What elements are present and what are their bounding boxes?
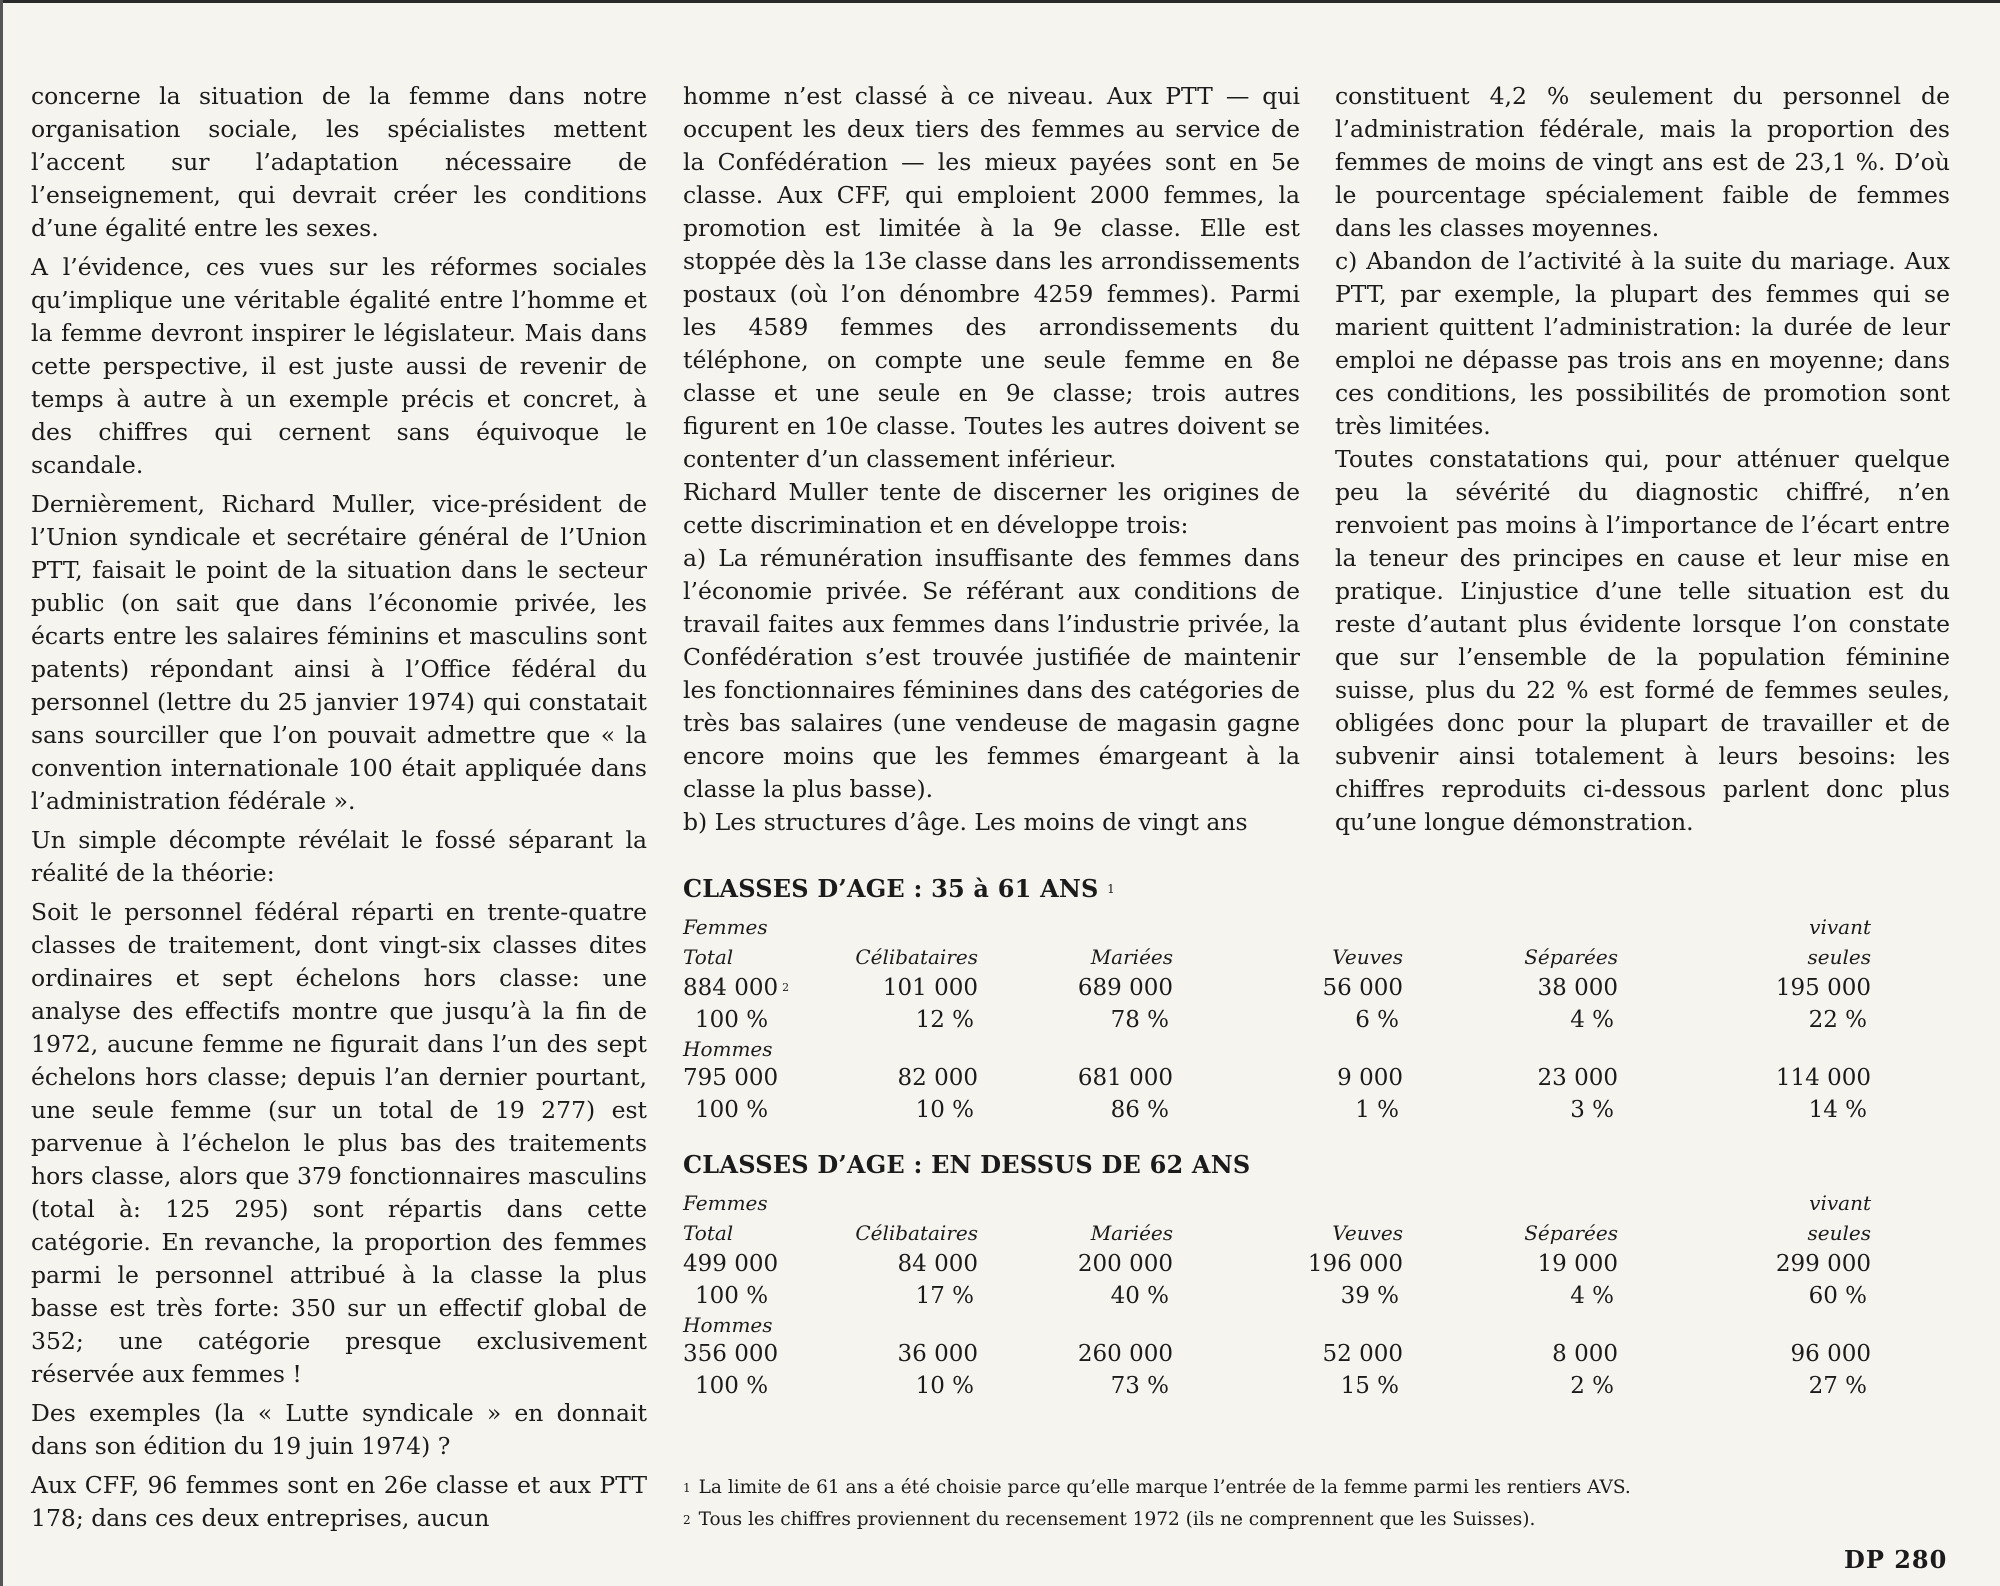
column-header-separees: Séparées <box>1524 1221 1618 1245</box>
footnote-mark: 2 <box>683 1513 691 1527</box>
column-header-vivant: vivant <box>1809 1191 1871 1215</box>
table-cell: 8 000 <box>1552 1341 1618 1367</box>
column-header-celibataires: Célibataires <box>855 1221 978 1245</box>
footnotes <box>683 1472 1951 1536</box>
table-cell: 795 000 <box>683 1065 779 1091</box>
table-cell: 78 % <box>1110 1007 1169 1033</box>
table-cell: 681 000 <box>1077 1065 1173 1091</box>
table-cell: 96 000 <box>1790 1341 1871 1367</box>
table-cell: 10 % <box>915 1097 974 1123</box>
table-cell: 100 % <box>695 1007 769 1033</box>
footnote-mark: 1 <box>1107 882 1115 896</box>
table-cell: 17 % <box>915 1283 974 1309</box>
table-1-title: CLASSES D’AGE : 35 à 61 ANS $^1$ <box>683 874 1115 903</box>
table-cell: 101 000 <box>882 975 978 1001</box>
table-cell: 100 % <box>695 1097 769 1123</box>
table-cell: 299 000 <box>1775 1251 1871 1277</box>
group-label-men: Hommes <box>683 1313 773 1337</box>
paragraph: c) Abandon de l’activité à la suite du mariage. Aux PTT, par exemple, la plupart des femmes qui se marient quittent l’administration: la durée de leur emploi ne dépasse pas trois ans en moyenne; dans ces conditions, les possibilités de promotion sont très limitées. <box>1335 247 1950 440</box>
table-cell: 6 % <box>1355 1007 1399 1033</box>
footnote-1: $^1$ La limite de 61 ans a été choisie parce qu’elle marque l’entrée de la femme parmi les rentiers AVS. <box>683 1477 1631 1498</box>
column-header-seules: seules <box>1807 945 1871 969</box>
group-label-men: Hommes <box>683 1037 773 1061</box>
footnote-2: $^2$ Tous les chiffres proviennent du recensement 1972 (ils ne comprennent que les Suisses). <box>683 1509 1536 1530</box>
top-rule <box>0 0 2000 3</box>
table-cell: 40 % <box>1110 1283 1169 1309</box>
paragraph: b) Les structures d’âge. Les moins de vingt ans <box>683 808 1248 836</box>
paragraph: Des exemples (la « Lutte syndicale » en donnait dans son édition du 19 juin 1974) ? <box>31 1399 647 1460</box>
column-header-seules: seules <box>1807 1221 1871 1245</box>
paragraph: Un simple décompte révélait le fossé séparant la réalité de la théorie: <box>31 826 647 887</box>
table-cell: 356 000 <box>683 1341 779 1367</box>
table-cell: 84 000 <box>897 1251 978 1277</box>
table-cell: 27 % <box>1808 1373 1867 1399</box>
table-cell: 195 000 <box>1775 975 1871 1001</box>
table-cell: 100 % <box>695 1283 769 1309</box>
table-cell: 2 % <box>1570 1373 1614 1399</box>
text-column-2 <box>683 80 1300 839</box>
table-cell: 196 000 <box>1307 1251 1403 1277</box>
table-cell: 10 % <box>915 1373 974 1399</box>
column-header-mariees: Mariées <box>1090 945 1173 969</box>
table-cell: 60 % <box>1808 1283 1867 1309</box>
text-column-3 <box>1335 80 1950 839</box>
table-cell: 19 000 <box>1537 1251 1618 1277</box>
table-cell: 39 % <box>1340 1283 1399 1309</box>
table-cell: 38 000 <box>1537 975 1618 1001</box>
column-header-total: Total <box>683 945 734 969</box>
footnote-mark: 1 <box>683 1481 691 1495</box>
table-cell: 1 % <box>1355 1097 1399 1123</box>
table-cell: 15 % <box>1340 1373 1399 1399</box>
group-label-women: Femmes <box>683 1191 768 1215</box>
paragraph: Richard Muller tente de discerner les origines de cette discrimination et en développe trois: <box>683 478 1300 539</box>
page-number: DP 280 <box>1844 1545 1948 1574</box>
group-label-women: Femmes <box>683 915 768 939</box>
table-cell: 56 000 <box>1322 975 1403 1001</box>
table-cell: 884 000 $^2$ <box>683 975 790 1001</box>
table-cell: 9 000 <box>1337 1065 1403 1091</box>
column-header-celibataires: Célibataires <box>855 945 978 969</box>
table-cell: 260 000 <box>1077 1341 1173 1367</box>
left-margin-rule <box>0 0 3 1586</box>
paragraph: constituent 4,2 % seulement du personnel de l’administration fédérale, mais la proportion des femmes de moins de vingt ans est de 23,1 %. D’où le pourcentage spécialement faible de femmes dans les classes moyennes. <box>1335 82 1950 242</box>
table-cell: 22 % <box>1808 1007 1867 1033</box>
table-cell: 499 000 <box>683 1251 779 1277</box>
table-2 <box>683 1188 1951 1402</box>
table-cell: 36 000 <box>897 1341 978 1367</box>
table-cell: 689 000 <box>1077 975 1173 1001</box>
paragraph: Aux CFF, 96 femmes sont en 26e classe et aux PTT 178; dans ces deux entreprises, aucun <box>31 1471 647 1532</box>
table-cell: 4 % <box>1570 1283 1614 1309</box>
table-cell: 82 000 <box>897 1065 978 1091</box>
table-cell: 52 000 <box>1322 1341 1403 1367</box>
footnote-mark: 2 <box>782 981 790 994</box>
table-cell: 114 000 <box>1775 1065 1871 1091</box>
statistics-section <box>683 872 1951 1424</box>
table-cell: 86 % <box>1110 1097 1169 1123</box>
text-column-1 <box>31 80 647 1541</box>
column-header-total: Total <box>683 1221 734 1245</box>
column-header-separees: Séparées <box>1524 945 1618 969</box>
table-cell: 200 000 <box>1077 1251 1173 1277</box>
paragraph: Toutes constatations qui, pour atténuer quelque peu la sévérité du diagnostic chiffré, n’en renvoient pas moins à l’importance de l’écart entre la teneur des principes en cause et leur mise en pratique. L’injustice d’une telle situation est du reste d’autant plus évidente lorsque l’on constate que sur l’ensemble de la population féminine suisse, plus du 22 % est formé de femmes seules, obligées donc pour la plupart de travailler et de subvenir ainsi totalement à leurs besoins: les chiffres reproduits ci-dessous parlent donc plus qu’une longue démonstration. <box>1335 445 1950 836</box>
table-cell: 23 000 <box>1537 1065 1618 1091</box>
column-header-mariees: Mariées <box>1090 1221 1173 1245</box>
table-cell: 4 % <box>1570 1007 1614 1033</box>
column-header-veuves: Veuves <box>1332 945 1403 969</box>
table-2-title: CLASSES D’AGE : EN DESSUS DE 62 ANS <box>683 1150 1251 1179</box>
table-cell: 3 % <box>1570 1097 1614 1123</box>
paragraph: Dernièrement, Richard Muller, vice-président de l’Union syndicale et secrétaire général de l’Union PTT, faisait le point de la situation dans le secteur public (on sait que dans l’économie privée, les écarts entre les salaires féminins et masculins sont patents) répondant ainsi à l’Office fédéral du personnel (lettre du 25 janvier 1974) qui constatait sans sourciller que l’on pouvait admettre que « la convention internationale 100 était appliquée dans l’administration fédérale ». <box>31 490 647 815</box>
table-cell: 73 % <box>1110 1373 1169 1399</box>
table-cell: 100 % <box>695 1373 769 1399</box>
paragraph: A l’évidence, ces vues sur les réformes sociales qu’implique une véritable égalité entre l’homme et la femme devront inspirer le législateur. Mais dans cette perspective, il est juste aussi de revenir de temps à autre à un exemple précis et concret, à des chiffres qui cernent sans équivoque le scandale. <box>31 253 647 479</box>
column-header-veuves: Veuves <box>1332 1221 1403 1245</box>
paragraph: a) La rémunération insuffisante des femmes dans l’économie privée. Se référant aux conditions de travail faites aux femmes dans l’industrie privée, la Confédération s’est trouvée justifiée de maintenir les fonctionnaires féminines dans des catégories de très bas salaires (une vendeuse de magasin gagne encore moins que les femmes émargeant à la classe la plus basse). <box>683 544 1300 803</box>
table-cell: 12 % <box>915 1007 974 1033</box>
column-header-vivant: vivant <box>1809 915 1871 939</box>
paragraph: concerne la situation de la femme dans notre organisation sociale, les spécialistes mettent l’accent sur l’adaptation nécessaire de l’enseignement, qui devrait créer les conditions d’une égalité entre les sexes. <box>31 82 647 242</box>
paragraph: homme n’est classé à ce niveau. Aux PTT — qui occupent les deux tiers des femmes au service de la Confédération — les mieux payées sont en 5e classe. Aux CFF, qui emploient 2000 femmes, la promotion est limitée à la 9e classe. Elle est stoppée dès la 13e classe dans les arrondissements postaux (où l’on dénombre 4259 femmes). Parmi les 4589 femmes des arrondissements du téléphone, on compte une seule femme en 8e classe et une seule en 9e classe; trois autres figurent en 10e classe. Toutes les autres doivent se contenter d’un classement inférieur. <box>683 82 1300 473</box>
table-cell: 14 % <box>1808 1097 1867 1123</box>
table-1 <box>683 912 1951 1126</box>
paragraph: Soit le personnel fédéral réparti en trente-quatre classes de traitement, dont vingt-six classes dites ordinaires et sept échelons hors classe: une analyse des effectifs montre que jusqu’à la fin de 1972, aucune femme ne figurait dans l’un des sept échelons hors classe; depuis l’an dernier pourtant, une seule femme (sur un total de 19 277) est parvenue à l’échelon le plus bas des traitements hors classe, alors que 379 fonctionnaires masculins (total à: 125 295) sont répartis dans cette catégorie. En revanche, la proportion des femmes parmi le personnel attribué à la classe la plus basse est très forte: 350 sur un effectif global de 352; une catégorie presque exclusivement réservée aux femmes ! <box>31 898 647 1388</box>
